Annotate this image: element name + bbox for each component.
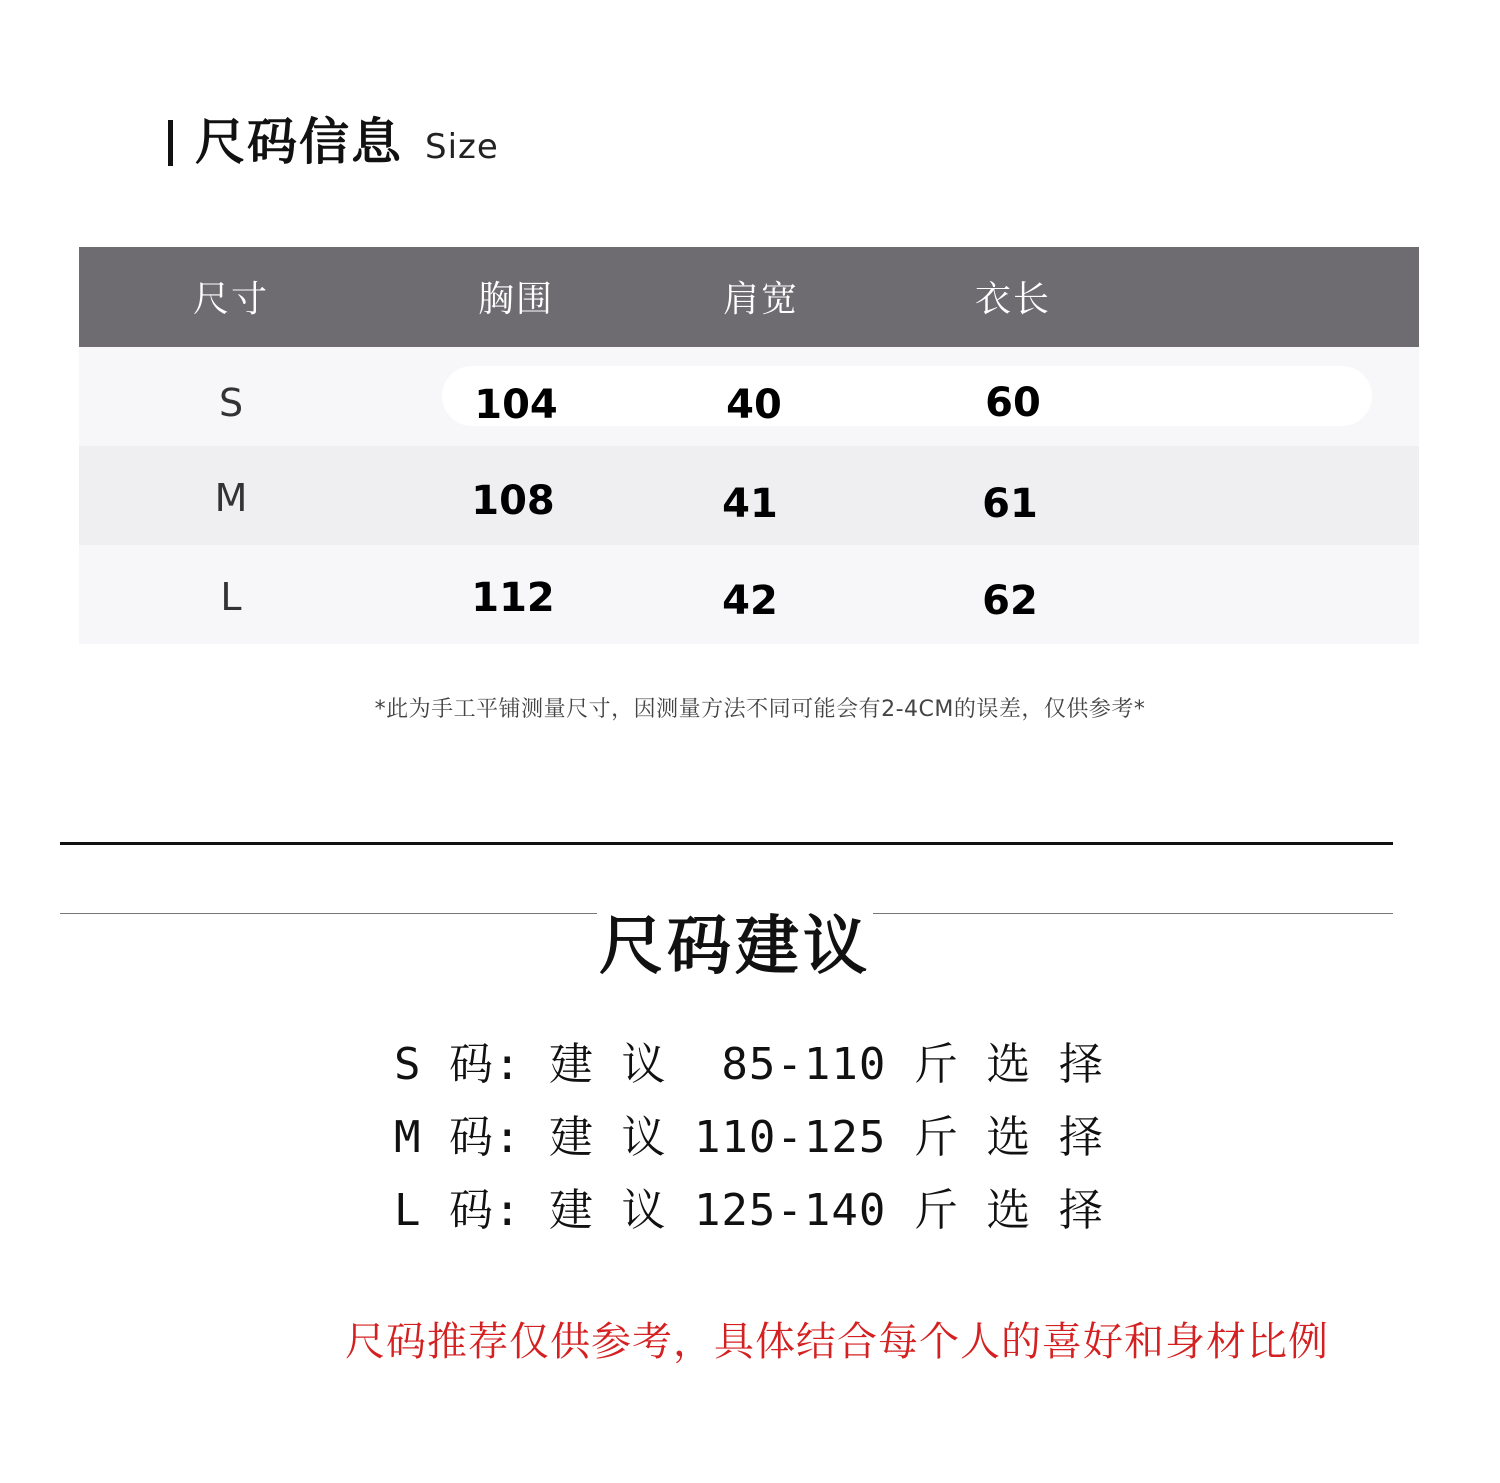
section-title: [168, 112, 499, 172]
table-header: [79, 247, 1419, 347]
cell-size: M: [214, 476, 248, 520]
disclaimer-text: 尺码推荐仅供参考，具体结合每个人的喜好和身材比例: [345, 1319, 1329, 1365]
size-advice-list: [394, 1032, 1104, 1251]
cell-shoulder: 41: [722, 481, 778, 527]
divider-line: [60, 842, 1393, 845]
page-subtitle: Size: [425, 127, 499, 167]
cell-chest: 108: [471, 478, 555, 524]
cell-shoulder: 42: [722, 578, 778, 624]
advice-line-l: L 码: 建 议 125-140 斤 选 择: [394, 1185, 1104, 1236]
title-accent-bar: [168, 120, 173, 166]
cell-length: 61: [982, 481, 1038, 527]
cell-chest: 112: [471, 575, 555, 621]
table-row: [79, 545, 1419, 644]
table-row: [79, 347, 1419, 446]
advice-line-s: S 码: 建 议 85-110 斤 选 择: [394, 1039, 1104, 1090]
table-row: [79, 446, 1419, 545]
advice-title-text: 尺码建议: [599, 910, 871, 984]
cell-length: 62: [982, 578, 1038, 624]
cell-shoulder: 40: [726, 382, 782, 428]
advice-title: [0, 895, 1470, 987]
column-header-length: 衣长: [974, 279, 1052, 320]
row-highlight: [442, 366, 1372, 426]
cell-chest: 104: [474, 382, 558, 428]
cell-length: 60: [985, 380, 1041, 426]
size-table: [79, 247, 1419, 644]
advice-line-m: M 码: 建 议 110-125 斤 选 择: [394, 1112, 1104, 1163]
cell-size: S: [218, 381, 244, 425]
measurement-note: *此为手工平铺测量尺寸，因测量方法不同可能会有2-4CM的误差，仅供参考*: [374, 697, 1146, 722]
column-header-size: 尺寸: [192, 279, 270, 320]
column-header-chest: 胸围: [477, 279, 555, 320]
column-header-shoulder: 肩宽: [722, 279, 800, 320]
page-title: 尺码信息: [195, 113, 403, 171]
cell-size: L: [220, 575, 242, 619]
